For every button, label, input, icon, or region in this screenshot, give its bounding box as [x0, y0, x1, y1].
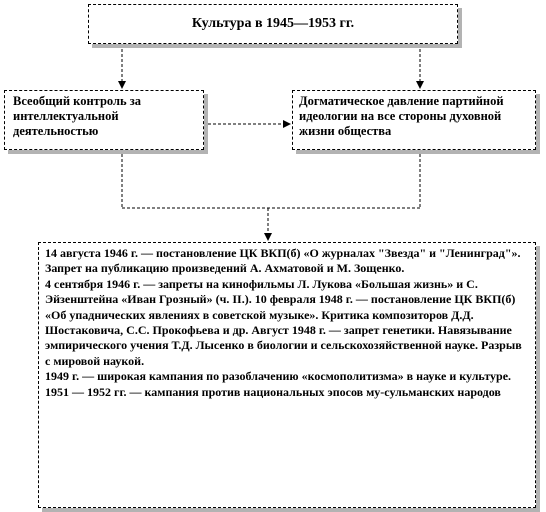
- details-paragraph-2: 4 сентября 1946 г. — запреты на кинофильмы Л. Лукова «Большая жизнь» и С. Эйзенштейна «Иван Грозный» (ч. II.). 10 февраля 1948 г. — постановление ЦК ВКП(б) «Об упаднических явлениях в советской музыке». Критика композиторов Д.Д. Шостаковича, С.С. Прокофьева и др. Август 1948 г. — запрет генетики. Навязывание эмпирического учения Т.Д. Лысенко в биологии и сельскохозяйственной науке. Разрыв с мировой наукой.: [45, 276, 522, 368]
- left-box: [4, 90, 204, 150]
- title-text: Культура в 1945—1953 гг.: [191, 16, 355, 31]
- details-paragraph-4: 1951 — 1952 гг. — кампания против национальных эпосов му-сульманских народов: [45, 384, 501, 399]
- right-box: [292, 90, 536, 150]
- title-box: [88, 4, 458, 44]
- left-box-text: Всеобщий контроль за интеллектуальной деятельностью: [13, 94, 142, 138]
- details-paragraph-1: 14 августа 1946 г. — постановление ЦК ВКП(б) «О журналах "Звезда" и "Ленинград"». Запрет на публикацию произведений А. Ахматовой и М. Зощенко.: [45, 246, 521, 276]
- right-box-text: Догматическое давление партийной идеологии на все стороны духовной жизни общества: [299, 94, 504, 138]
- details-box: [38, 242, 536, 508]
- details-paragraph-3: 1949 г. — широкая кампания по разоблачению «космополитизма» в науке и культуре.: [45, 369, 512, 384]
